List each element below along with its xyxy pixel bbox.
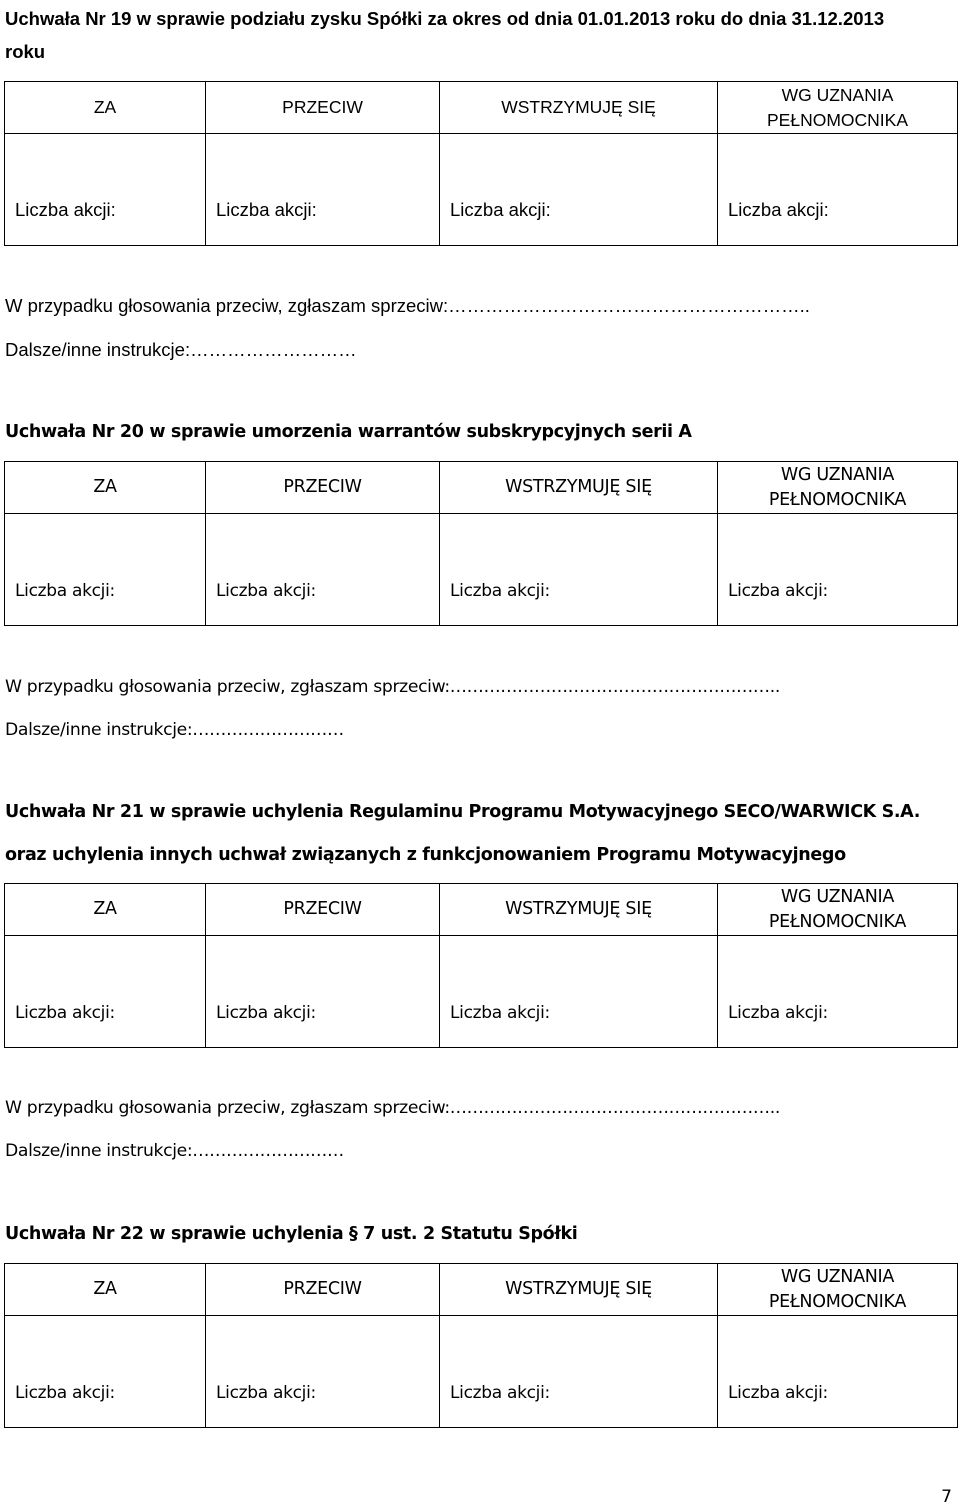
shares-wstrzymuje-cell[interactable] xyxy=(440,936,718,1048)
column-wg-uznania xyxy=(718,1264,958,1316)
shares-label: Liczba akcji: xyxy=(728,1383,828,1403)
resolution-22-title: Uchwała Nr 22 w sprawie uchylenia § 7 ust. 2 Statutu Spółki xyxy=(5,1224,578,1244)
resolution-20-vote-table xyxy=(4,461,958,626)
shares-label: Liczba akcji: xyxy=(216,199,317,220)
resolution-21-objection-line: W przypadku głosowania przeciw, zgłaszam sprzeciw:………………………………………………….. xyxy=(5,1098,780,1118)
shares-label: Liczba akcji: xyxy=(450,581,550,601)
shares-przeciw-cell[interactable] xyxy=(206,1316,440,1428)
resolution-21-title-cont: oraz uchylenia innych uchwał związanych z funkcjonowaniem Programu Motywacyjnego xyxy=(5,845,846,865)
shares-label: Liczba akcji: xyxy=(216,1383,316,1403)
shares-label: Liczba akcji: xyxy=(15,199,116,220)
column-wstrzymuje: WSTRZYMUJĘ SIĘ xyxy=(440,1264,718,1316)
column-wg-uznania-line1: WG UZNANIA xyxy=(780,464,895,485)
resolution-21-vote-table xyxy=(4,883,958,1048)
column-wg-uznania-line2: PEŁNOMOCNIKA xyxy=(767,109,908,130)
shares-przeciw-cell[interactable] xyxy=(206,134,440,246)
shares-wg-uznania-cell[interactable] xyxy=(718,1316,958,1428)
shares-wstrzymuje-cell[interactable] xyxy=(440,1316,718,1428)
column-wstrzymuje: WSTRZYMUJĘ SIĘ xyxy=(440,462,718,514)
shares-wg-uznania-cell[interactable] xyxy=(718,134,958,246)
column-za: ZA xyxy=(5,884,206,936)
shares-label: Liczba akcji: xyxy=(15,1003,115,1023)
resolution-20-instructions-line: Dalsze/inne instrukcje:……………………… xyxy=(5,720,344,740)
column-wg-uznania-line2: PEŁNOMOCNIKA xyxy=(768,911,907,932)
resolution-21-title: Uchwała Nr 21 w sprawie uchylenia Regulaminu Programu Motywacyjnego SECO/WARWICK S.A. xyxy=(5,802,921,822)
shares-przeciw-cell[interactable] xyxy=(206,936,440,1048)
column-przeciw: PRZECIW xyxy=(206,462,440,514)
shares-za-cell[interactable] xyxy=(5,514,206,626)
column-za: ZA xyxy=(5,1264,206,1316)
shares-wstrzymuje-cell[interactable] xyxy=(440,514,718,626)
resolution-19-title-cont: roku xyxy=(5,41,46,62)
column-przeciw: PRZECIW xyxy=(206,1264,440,1316)
shares-za-cell[interactable] xyxy=(5,936,206,1048)
shares-wg-uznania-cell[interactable] xyxy=(718,514,958,626)
shares-label: Liczba akcji: xyxy=(216,581,316,601)
resolution-19-title: Uchwała Nr 19 w sprawie podziału zysku Spółki za okres od dnia 01.01.2013 roku do dnia 31.12.2013 xyxy=(5,8,885,29)
column-wg-uznania-line1: WG UZNANIA xyxy=(781,84,894,105)
column-wg-uznania-line2: PEŁNOMOCNIKA xyxy=(768,1291,907,1312)
column-przeciw: PRZECIW xyxy=(206,884,440,936)
column-wg-uznania xyxy=(718,82,958,134)
shares-label: Liczba akcji: xyxy=(216,1003,316,1023)
resolution-20-title: Uchwała Nr 20 w sprawie umorzenia warrantów subskrypcyjnych serii A xyxy=(5,422,692,442)
shares-za-cell[interactable] xyxy=(5,1316,206,1428)
shares-wstrzymuje-cell[interactable] xyxy=(440,134,718,246)
shares-przeciw-cell[interactable] xyxy=(206,514,440,626)
resolution-19-instructions-line: Dalsze/inne instrukcje:……………………… xyxy=(5,339,357,360)
column-wg-uznania-line2: PEŁNOMOCNIKA xyxy=(768,489,907,510)
shares-label: Liczba akcji: xyxy=(15,1383,115,1403)
column-wstrzymuje: WSTRZYMUJĘ SIĘ xyxy=(440,884,718,936)
shares-label: Liczba akcji: xyxy=(728,581,828,601)
resolution-22-vote-table xyxy=(4,1263,958,1428)
resolution-19-objection-line: W przypadku głosowania przeciw, zgłaszam sprzeciw:………………………………………………….. xyxy=(5,295,810,316)
resolution-19-vote-table xyxy=(4,81,958,246)
column-wg-uznania xyxy=(718,884,958,936)
column-przeciw: PRZECIW xyxy=(206,82,440,134)
shares-wg-uznania-cell[interactable] xyxy=(718,936,958,1048)
resolution-20-objection-line: W przypadku głosowania przeciw, zgłaszam sprzeciw:………………………………………………….. xyxy=(5,677,780,697)
column-wg-uznania-line1: WG UZNANIA xyxy=(780,886,895,907)
shares-label: Liczba akcji: xyxy=(728,199,829,220)
column-wstrzymuje: WSTRZYMUJĘ SIĘ xyxy=(440,82,718,134)
shares-za-cell[interactable] xyxy=(5,134,206,246)
column-wg-uznania xyxy=(718,462,958,514)
column-za: ZA xyxy=(5,82,206,134)
column-za: ZA xyxy=(5,462,206,514)
shares-label: Liczba akcji: xyxy=(450,1003,550,1023)
shares-label: Liczba akcji: xyxy=(450,1383,550,1403)
shares-label: Liczba akcji: xyxy=(15,581,115,601)
shares-label: Liczba akcji: xyxy=(728,1003,828,1023)
column-wg-uznania-line1: WG UZNANIA xyxy=(780,1266,895,1287)
resolution-21-instructions-line: Dalsze/inne instrukcje:……………………… xyxy=(5,1141,344,1161)
shares-label: Liczba akcji: xyxy=(450,199,551,220)
page-number: 7 xyxy=(941,1487,952,1507)
